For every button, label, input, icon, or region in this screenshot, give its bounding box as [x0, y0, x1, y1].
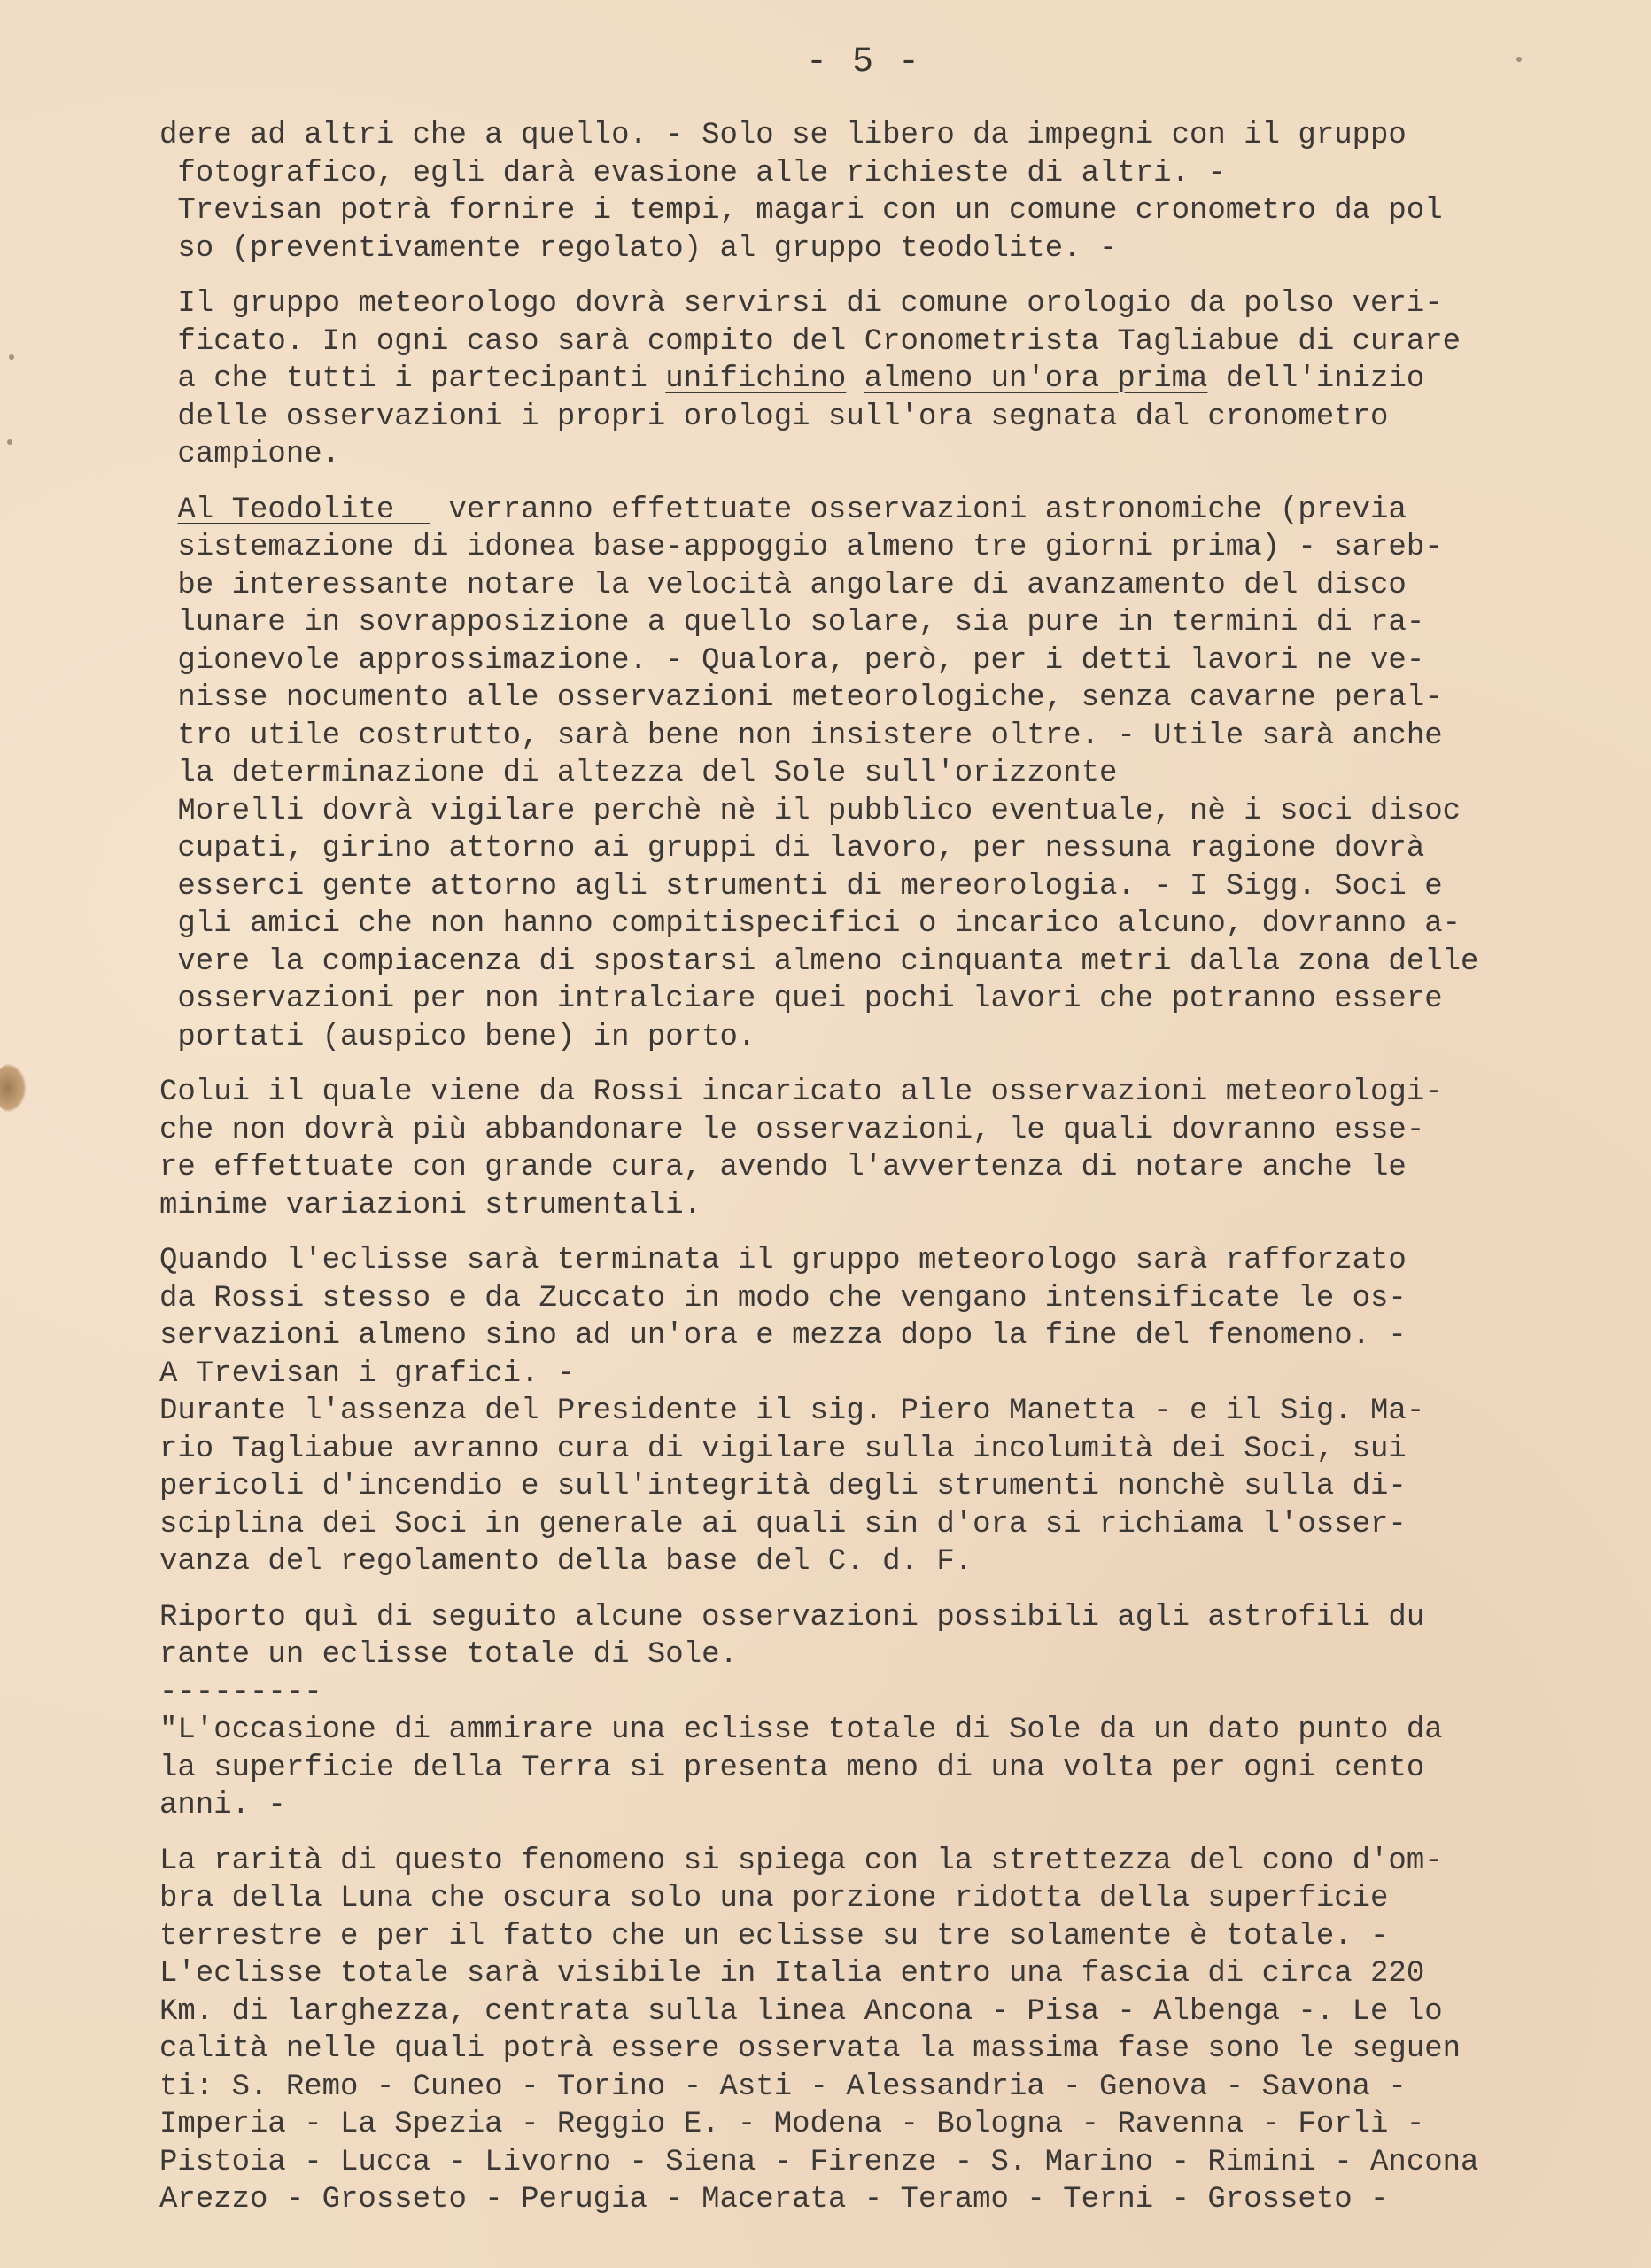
text-line — [159, 2181, 1612, 2219]
text-segment: so (preventivamente regolato) al gruppo teodolite. - — [159, 231, 1118, 266]
text-line — [159, 755, 1612, 793]
paragraph — [159, 285, 1612, 474]
paragraph — [159, 117, 1612, 268]
text-line — [159, 1468, 1612, 1506]
text-segment: vanza del regolamento della base del C. d. F. — [159, 1545, 973, 1579]
text-segment: osservazioni per non intralciare quei pochi lavori che potranno essere — [159, 983, 1443, 1016]
text-line — [159, 1843, 1612, 1881]
text-segment: vere la compiacenza di spostarsi almeno cinquanta metri dalla zona delle — [159, 944, 1479, 979]
text-segment — [159, 493, 177, 527]
text-line — [159, 285, 1612, 323]
text-segment: Imperia - La Spezia - Reggio E. - Modena - Bologna - Ravenna - Forlì - — [159, 2108, 1425, 2141]
text-segment: sciplina dei Soci in generale ai quali sin d'ora si richiama l'osser- — [159, 1507, 1407, 1542]
text-line — [159, 1149, 1612, 1187]
text-segment: Arezzo - Grosseto - Perugia - Macerata - Teramo - Terni - Grosseto - — [159, 2183, 1389, 2217]
text-segment: gionevole approssimazione. - Qualora, però, per i detti lavori ne ve- — [159, 643, 1425, 678]
text-line — [159, 192, 1612, 230]
text-segment: nisse nocumento alle osservazioni meteorologiche, senza cavarne peral- — [159, 681, 1443, 715]
text-line — [159, 680, 1612, 718]
text-segment: "L'occasione di ammirare una eclisse totale di Sole da un dato punto da — [159, 1713, 1443, 1747]
text-segment: cupati, girino attorno ai gruppi di lavoro, per nessuna ragione dovrà — [159, 832, 1425, 866]
text-line — [159, 1187, 1612, 1225]
text-line — [159, 905, 1612, 944]
text-segment: Pistoia - Lucca - Livorno - Siena - Firenze - S. Marino - Rimini - Ancona — [159, 2145, 1479, 2179]
text-segment: ficato. In ogni caso sarà compito del Cronometrista Tagliabue di curare — [159, 324, 1461, 359]
text-segment: servazioni almeno sino ad un'ora e mezza dopo la fine del fenomeno. - — [159, 1319, 1407, 1353]
text-line — [159, 2069, 1612, 2107]
text-line — [159, 1787, 1612, 1825]
text-segment: --------- — [159, 1675, 322, 1710]
page-number: - 5 - — [806, 43, 922, 82]
text-line — [159, 492, 1612, 530]
text-line — [159, 1993, 1612, 2031]
text-segment: Km. di larghezza, centrata sulla linea Ancona - Pisa - Albenga -. Le lo — [159, 1994, 1443, 2029]
text-line — [159, 1918, 1612, 1956]
text-line — [159, 604, 1612, 642]
text-segment: campione. — [159, 438, 341, 471]
paper-speck — [1516, 57, 1522, 62]
text-line — [159, 1599, 1612, 1637]
text-line — [159, 1355, 1612, 1394]
text-segment: che non dovrà più abbandonare le osservazioni, le quali dovranno esse- — [159, 1113, 1425, 1147]
text-line — [159, 718, 1612, 756]
text-line — [159, 1112, 1612, 1150]
text-segment: sistemazione di idonea base-appoggio almeno tre giorni prima) - sareb- — [159, 531, 1443, 564]
underlined-text: unifichino — [665, 362, 847, 396]
text-line — [159, 981, 1612, 1019]
text-line — [159, 1674, 1612, 1713]
paragraph — [159, 1242, 1612, 1581]
text-segment: bra della Luna che oscura solo una porzione ridotta della superficie — [159, 1882, 1389, 1915]
text-line — [159, 1880, 1612, 1918]
text-line — [159, 1712, 1612, 1750]
text-segment: Riporto quì di seguito alcune osservazioni possibili agli astrofili du — [159, 1600, 1425, 1635]
text-segment: a che tutti i partecipanti — [159, 362, 666, 396]
text-line — [159, 1750, 1612, 1788]
text-segment: anni. - — [159, 1789, 286, 1822]
paragraph — [159, 1843, 1612, 2219]
text-line — [159, 567, 1612, 605]
text-line — [159, 436, 1612, 474]
text-segment: be interessante notare la velocità angolare di avanzamento del disco — [159, 568, 1407, 602]
text-line — [159, 323, 1612, 361]
text-segment: ti: S. Remo - Cuneo - Torino - Asti - Alessandria - Genova - Savona - — [159, 2070, 1407, 2104]
text-line — [159, 1317, 1612, 1355]
text-segment: A Trevisan i grafici. - — [159, 1356, 576, 1391]
text-line — [159, 1431, 1612, 1469]
text-segment: pericoli d'incendio e sull'integrità degli strumenti nonchè sulla di- — [159, 1470, 1407, 1503]
text-line — [159, 1074, 1612, 1112]
text-segment: minime variazioni strumentali. — [159, 1188, 702, 1223]
text-line — [159, 830, 1612, 868]
text-segment: tro utile costrutto, sarà bene non insistere oltre. - Utile sarà anche — [159, 718, 1443, 753]
text-segment: dere ad altri che a quello. - Solo se libero da impegni con il gruppo — [159, 119, 1407, 152]
text-line — [159, 944, 1612, 982]
text-line — [159, 399, 1612, 437]
text-segment: dell'inizio — [1207, 362, 1425, 396]
text-segment: la determinazione di altezza del Sole sull'orizzonte — [159, 757, 1118, 790]
underlined-text: Al Teodolite — [177, 493, 431, 527]
paragraph — [159, 1599, 1612, 1825]
text-line — [159, 1242, 1612, 1280]
text-line — [159, 1019, 1612, 1057]
text-line — [159, 1543, 1612, 1581]
text-line — [159, 1636, 1612, 1674]
text-segment — [846, 362, 864, 396]
text-line — [159, 2144, 1612, 2182]
text-line — [159, 117, 1612, 155]
text-segment: rio Tagliabue avranno cura di vigilare sulla incolumità dei Soci, sui — [159, 1432, 1407, 1466]
text-segment: delle osservazioni i propri orologi sull'ora segnata dal cronometro — [159, 400, 1389, 434]
paragraph — [159, 1074, 1612, 1224]
underlined-text: almeno un'ora prima — [864, 362, 1208, 396]
paragraph — [159, 492, 1612, 1057]
text-line — [159, 1506, 1612, 1544]
text-line — [159, 1280, 1612, 1318]
text-line — [159, 230, 1612, 268]
text-segment: da Rossi stesso e da Zuccato in modo che vengano intensificate le os- — [159, 1281, 1407, 1316]
text-segment: Morelli dovrà vigilare perchè nè il pubblico eventuale, nè i soci disoc — [159, 794, 1461, 828]
text-segment: esserci gente attorno agli strumenti di mereorologia. - I Sigg. Soci e — [159, 869, 1443, 904]
text-segment: Il gruppo meteorologo dovrà servirsi di comune orologio da polso veri- — [159, 287, 1443, 321]
text-line — [159, 1393, 1612, 1431]
text-segment: L'eclisse totale sarà visibile in Italia entro una fascia di circa 220 — [159, 1957, 1425, 1991]
text-line — [159, 2031, 1612, 2069]
text-line — [159, 793, 1612, 831]
text-segment: gli amici che non hanno compitispecifici o incarico alcuno, dovranno a- — [159, 907, 1461, 941]
text-segment: verranno effettuate osservazioni astronomiche (previa — [430, 493, 1407, 527]
text-segment: Durante l'assenza del Presidente il sig. Piero Manetta - e il Sig. Ma- — [159, 1394, 1425, 1428]
text-segment: Colui il quale viene da Rossi incaricato alle osservazioni meteorologi- — [159, 1076, 1443, 1109]
text-line — [159, 642, 1612, 680]
document-body — [159, 117, 1612, 2219]
text-line — [159, 2106, 1612, 2144]
text-line — [159, 529, 1612, 567]
text-segment: Quando l'eclisse sarà terminata il gruppo meteorologo sarà rafforzato — [159, 1244, 1407, 1278]
paper-speck — [7, 439, 12, 445]
text-line — [159, 361, 1612, 399]
text-segment: re effettuate con grande cura, avendo l'avvertenza di notare anche le — [159, 1151, 1407, 1184]
text-segment: lunare in sovrapposizione a quello solare, sia pure in termini di ra- — [159, 606, 1425, 640]
text-segment: rante un eclisse totale di Sole. — [159, 1638, 738, 1672]
text-segment: terrestre e per il fatto che un eclisse su tre solamente è totale. - — [159, 1919, 1389, 1953]
text-segment: Trevisan potrà fornire i tempi, magari con un comune cronometro da pol — [159, 194, 1443, 228]
text-segment: la superficie della Terra si presenta meno di una volta per ogni cento — [159, 1751, 1425, 1785]
text-segment: portati (auspico bene) in porto. — [159, 1020, 756, 1054]
text-segment: calità nelle quali potrà essere osservata la massima fase sono le seguen — [159, 2032, 1461, 2066]
text-line — [159, 1955, 1612, 1993]
text-segment: fotografico, egli darà evasione alle richieste di altri. - — [159, 156, 1226, 190]
paper-speck — [9, 354, 14, 360]
text-line — [159, 868, 1612, 906]
text-line — [159, 155, 1612, 193]
text-segment: La rarità di questo fenomeno si spiega con la strettezza del cono d'om- — [159, 1844, 1443, 1878]
